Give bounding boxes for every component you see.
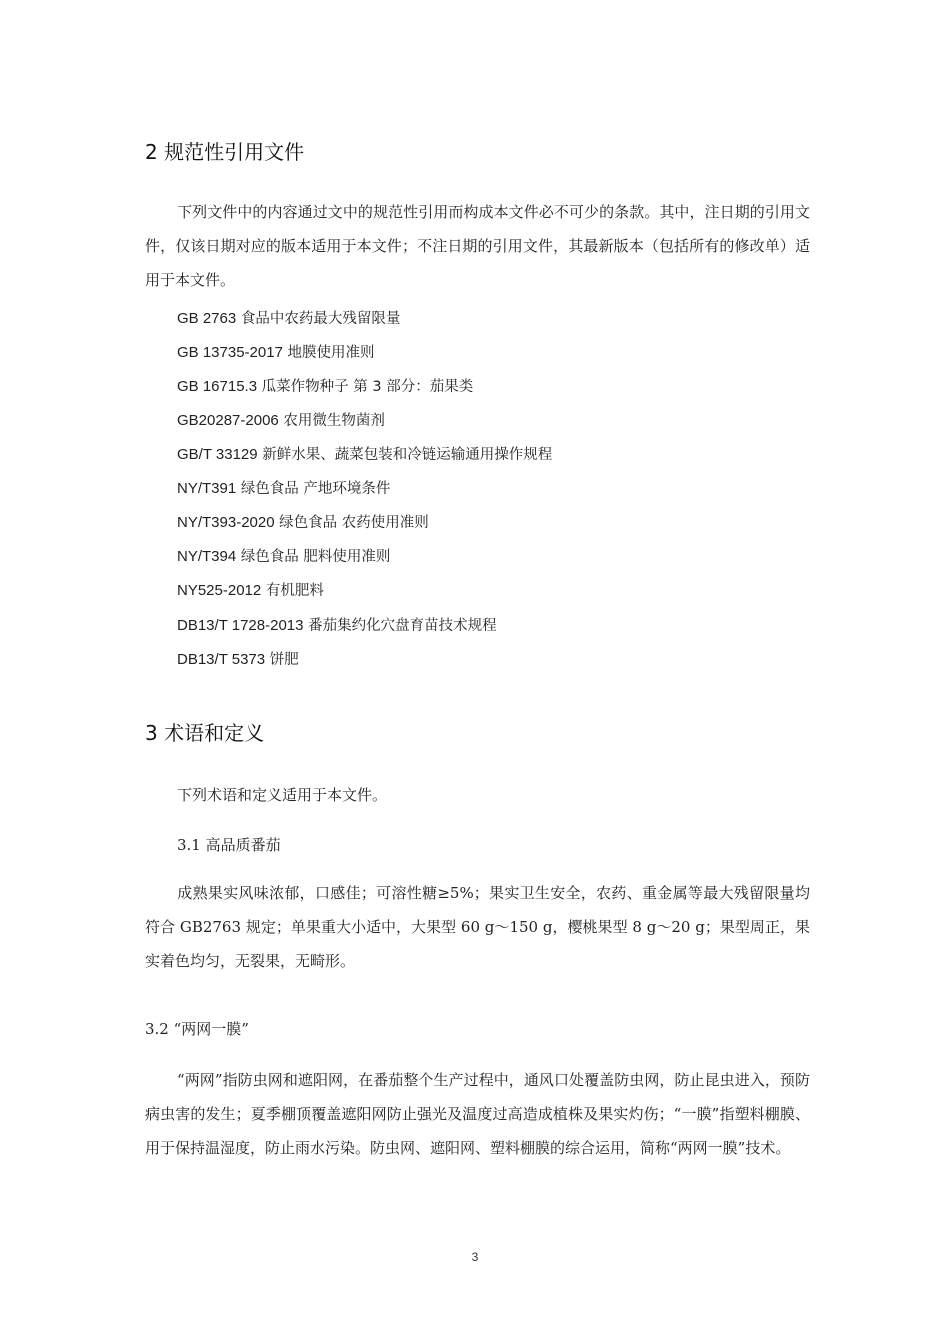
reference-item: [177, 377, 473, 397]
reference-title: 绿色食品 产地环境条件: [240, 481, 391, 497]
reference-code: GB 13735-2017: [177, 344, 283, 361]
reference-title: 瓜菜作物种子 第 3 部分：茄果类: [261, 379, 474, 395]
reference-item: [177, 650, 299, 670]
term-title-3-1: 3.1 高品质番茄: [177, 836, 281, 854]
page-number: 3: [471, 1250, 479, 1264]
reference-code: NY/T394: [177, 548, 237, 565]
definition-text: “两网”指防虫网和遮阳网，在番茄整个生产过程中，通风口处覆盖防虫网，防止昆虫进入，预防病虫害的发生；夏季棚顶覆盖遮阳网防止强光及温度过高造成植株及果实灼伤；“一膜”指塑料棚膜、用于保持温湿度，防止雨水污染。防虫网、遮阳网、塑料棚膜的综合运用，简称“两网一膜”技术。: [145, 1071, 810, 1157]
reference-item: [177, 616, 497, 636]
reference-title: 绿色食品 农药使用准则: [279, 515, 429, 531]
terms-intro: 下列术语和定义适用于本文件。: [177, 786, 388, 804]
reference-item: [177, 445, 552, 465]
definition-text: 成熟果实风味浓郁，口感佳；可溶性糖≥5%；果实卫生安全，农药、重金属等最大残留限量均符合 GB2763 规定；单果重大小适中，大果型 60 g～150 g，樱桃果型 8 g～20 g；果型周正，果实着色均匀，无裂果，无畸形。: [145, 884, 810, 970]
reference-item: [177, 581, 324, 601]
reference-code: GB 16715.3: [177, 378, 258, 395]
reference-title: 新鲜水果、蔬菜包装和冷链运输通用操作规程: [262, 447, 553, 463]
reference-code: DB13/T 5373: [177, 651, 266, 668]
reference-title: 饼肥: [269, 652, 299, 668]
reference-item: [177, 513, 429, 533]
reference-item: [177, 309, 400, 329]
reference-title: 地膜使用准则: [287, 345, 375, 361]
section-heading-terms-definitions: 3 术语和定义: [145, 721, 265, 745]
reference-code: DB13/T 1728-2013: [177, 617, 304, 634]
reference-code: NY525-2012: [177, 582, 262, 599]
reference-title: 农用微生物菌剂: [283, 413, 385, 429]
reference-code: NY/T391: [177, 480, 237, 497]
reference-item: [177, 479, 390, 499]
intro-text: 下列文件中的内容通过文中的规范性引用而构成本文件必不可少的条款。其中，注日期的引用文件，仅该日期对应的版本适用于本文件；不注日期的引用文件，其最新版本（包括所有的修改单）适用于本文件。: [145, 203, 810, 289]
reference-code: GB20287-2006: [177, 412, 279, 429]
term-definition-3-2: [145, 1063, 810, 1165]
reference-title: 食品中农药最大残留限量: [240, 311, 401, 327]
reference-item: [177, 547, 390, 567]
normative-references-intro: [145, 195, 810, 297]
reference-title: 有机肥料: [265, 583, 324, 599]
reference-title: 绿色食品 肥料使用准则: [240, 549, 391, 565]
term-definition-3-1: [145, 876, 810, 978]
term-title-3-2: 3.2 “两网一膜”: [145, 1020, 249, 1038]
reference-item: [177, 411, 385, 431]
reference-item: [177, 343, 375, 363]
reference-code: GB/T 33129: [177, 446, 258, 463]
reference-code: GB 2763: [177, 310, 237, 327]
section-heading-normative-references: 2 规范性引用文件: [145, 140, 305, 164]
reference-code: NY/T393-2020: [177, 514, 275, 531]
reference-title: 番茄集约化穴盘育苗技术规程: [308, 618, 497, 634]
